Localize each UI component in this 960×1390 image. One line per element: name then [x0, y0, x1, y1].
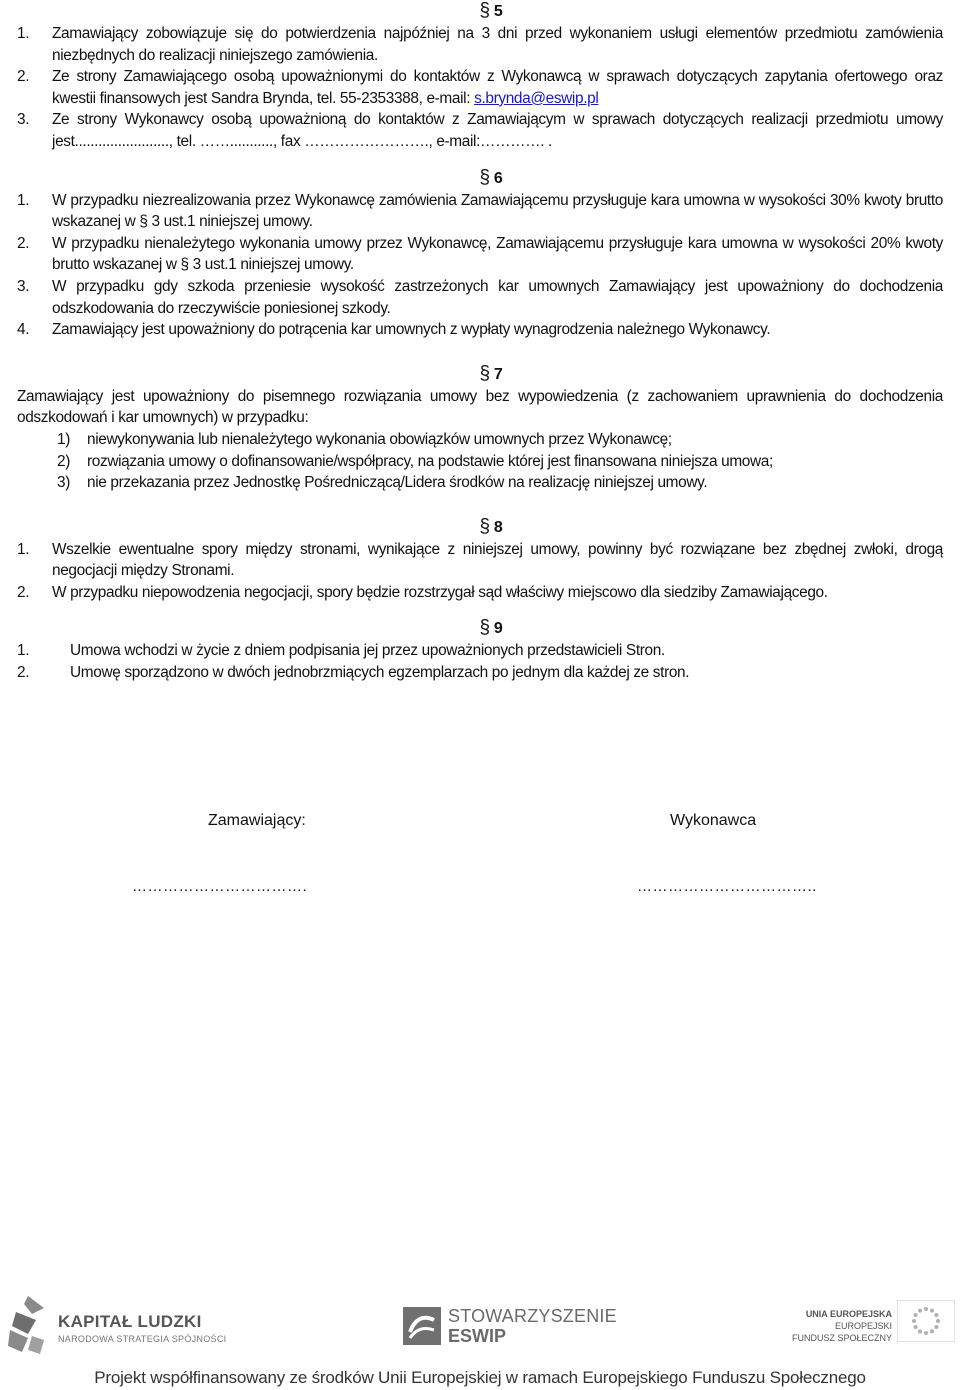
- list-item: [17, 451, 943, 473]
- item-text: Wszelkie ewentualne spory między stronami, wynikające z niniejszej umowy, powinny być rozwiązane bez zbędnej zwłoki, drogą negocjacji między Stronami.: [52, 540, 943, 580]
- section-heading-9: [39, 617, 943, 640]
- item-text: W przypadku niepowodzenia negocjacji, spory będzie rozstrzygał sąd właściwy miejscowo dla siedziby Zamawiającego.: [52, 583, 828, 601]
- section-number: 6: [493, 169, 503, 187]
- list-item: [17, 662, 943, 684]
- logo3-text: [780, 1308, 892, 1344]
- item-number: 2.: [17, 583, 30, 601]
- item-text: Ze strony Zamawiającego osobą upoważnionymi do kontaktów z Wykonawcą w sprawach dotyczących zapytania ofertowego oraz kwestii finansowych jest Sandra Brynda, tel. 55-2353388, e-mail:: [52, 68, 943, 107]
- document-body: [17, 0, 943, 684]
- signature-line-left: …………………………….: [132, 878, 308, 895]
- item-text: niewykonywania lub nienależytego wykonania obowiązków umownych przez Wykonawcę;: [87, 430, 672, 448]
- section-intro: Zamawiający jest upoważniony do pisemnego rozwiązania umowy bez wypowiedzenia (z zachowaniem uprawnienia do dochodzenia odszkodowań i kar umownych) w przypadku:: [17, 387, 943, 427]
- item-text: Zamawiający zobowiązuje się do potwierdzenia najpóźniej na 3 dni przed wykonaniem usługi elementów przedmiotu zamówienia niezbędnych do realizacji niniejszego zamówienia.: [52, 25, 943, 64]
- section-heading-6: [39, 167, 943, 190]
- list-item: [17, 66, 943, 109]
- item-number: 1.: [17, 642, 30, 660]
- list-item: [17, 190, 943, 233]
- section-heading-5: [39, 0, 943, 23]
- item-text: Umowę sporządzono w dwóch jednobrzmiących egzemplarzach po jednym dla każdej ze stron.: [70, 664, 690, 682]
- eu-flag-icon: [897, 1300, 955, 1342]
- item-number: 1.: [17, 25, 30, 42]
- item-number: 1): [57, 430, 70, 448]
- list-item: [17, 233, 943, 276]
- list-item: [17, 472, 943, 494]
- list-item: [17, 109, 943, 152]
- section-heading-8: [39, 516, 943, 539]
- item-text: rozwiązania umowy o dofinansowanie/współpracy, na podstawie której jest finansowana niniejsza umowa;: [87, 452, 773, 470]
- section-number: 7: [493, 365, 503, 383]
- logo2-line1: STOWARZYSZENIE: [448, 1306, 617, 1326]
- section-symbol: §: [479, 617, 490, 639]
- item-number: 2.: [17, 68, 30, 86]
- section-symbol: §: [479, 362, 490, 384]
- item-number: 3): [57, 474, 70, 492]
- logo3-line2: EUROPEJSKI: [834, 1321, 892, 1331]
- signature-label-right: Wykonawca: [670, 812, 757, 829]
- list-item: [17, 539, 943, 582]
- item-number: 1.: [17, 540, 30, 558]
- footer-funding-note: Projekt współfinansowany ze środków Unii Europejskiej w ramach Europejskiego Funduszu Społecznego: [94, 1368, 866, 1387]
- item-number: 3.: [17, 111, 30, 129]
- section-symbol: §: [479, 0, 490, 21]
- item-text: W przypadku nienależytego wykonania umowy przez Wykonawcę, Zamawiającemu przysługuje kara umowna w wysokości 20% kwoty brutto wskazanej w § 3 ust.1 niniejszej umowy.: [52, 234, 943, 274]
- item-number: 1.: [17, 191, 30, 209]
- kapital-ludzki-logo-icon: [6, 1294, 46, 1356]
- eswip-logo-icon: [402, 1306, 442, 1346]
- section-number: 5: [493, 3, 503, 20]
- logo1-title: KAPITAŁ LUDZKI: [58, 1312, 202, 1331]
- item-text: W przypadku gdy szkoda przeniesie wysokość zastrzeżonych kar umownych Zamawiający jest upoważniony do dochodzenia odszkodowania do rzeczywiście poniesionej szkody.: [52, 277, 943, 317]
- section-number: 8: [493, 518, 503, 536]
- logo2-line2: ESWIP: [448, 1326, 507, 1346]
- signature-label-left: Zamawiający:: [208, 812, 306, 829]
- item-text: Zamawiający jest upoważniony do potrącenia kar umownych z wypłaty wynagrodzenia należnego Wykonawcy.: [52, 321, 771, 339]
- item-text: nie przekazania przez Jednostkę Pośredniczącą/Lidera środków na realizację niniejszej umowy.: [87, 474, 708, 492]
- item-text: W przypadku niezrealizowania przez Wykonawcę zamówienia Zamawiającemu przysługuje kara umowna w wysokości 30% kwoty brutto wskazanej w § 3 ust.1 niniejszej umowy.: [52, 191, 943, 231]
- section-symbol: §: [479, 166, 490, 188]
- item-text: Ze strony Wykonawcy osobą upoważnioną do kontaktów z Zamawiającym w sprawach dotyczących realizacji przedmiotu umowy jest........................, tel. ……..........., fax ……………………., e-mail:…………. .: [52, 111, 943, 150]
- item-number: 2): [57, 452, 70, 470]
- logo3-line1: UNIA EUROPEJSKA: [805, 1309, 892, 1319]
- list-item: [17, 582, 943, 604]
- item-number: 2.: [17, 664, 30, 682]
- list-item: [17, 640, 943, 662]
- item-number: 4.: [17, 321, 30, 339]
- logo1-subtitle: NARODOWA STRATEGIA SPÓJNOŚCI: [58, 1334, 227, 1344]
- list-item: [17, 23, 943, 66]
- list-item: [17, 319, 943, 341]
- section-symbol: §: [479, 515, 490, 537]
- item-text: Umowa wchodzi w życie z dniem podpisania jej przez upoważnionych przedstawicieli Stron.: [70, 642, 665, 660]
- list-item: [17, 429, 943, 451]
- item-number: 3.: [17, 277, 30, 295]
- section-heading-7: [39, 363, 943, 386]
- email-link[interactable]: s.brynda@eswip.pl: [474, 89, 599, 107]
- item-number: 2.: [17, 234, 30, 252]
- logo3-line3: FUNDUSZ SPOŁECZNY: [791, 1333, 892, 1343]
- list-item: [17, 276, 943, 319]
- section-number: 9: [493, 620, 503, 638]
- signature-line-right: ……………………………..: [637, 878, 817, 895]
